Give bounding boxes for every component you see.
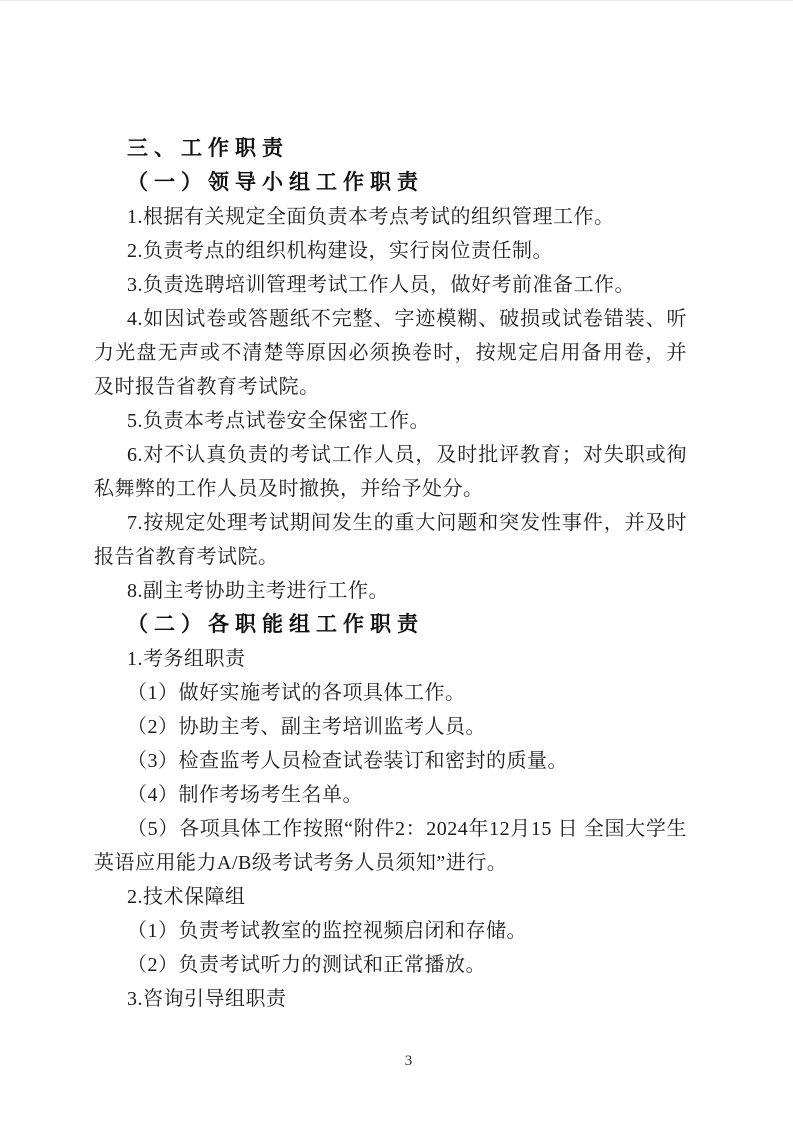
paragraph-tech-support-sub-1: （1）负责考试教室的监控视频启闭和存储。	[127, 920, 527, 942]
paragraph-guidance-group: 3.咨询引导组职责	[127, 988, 287, 1010]
subsection-heading-leading-group: （一）领导小组工作职责	[127, 171, 424, 194]
paragraph-exam-affairs-sub-1: （1）做好实施考试的各项具体工作。	[127, 682, 466, 704]
paragraph-item-2: 2.负责考点的组织机构建设，实行岗位责任制。	[127, 240, 553, 262]
section-heading-duties: 三、工作职责	[127, 137, 289, 160]
paragraph-tech-support-sub-2: （2）负责考试听力的测试和正常播放。	[127, 954, 486, 976]
paragraph-item-3: 3.负责选聘培训管理考试工作人员，做好考前准备工作。	[127, 274, 635, 296]
paragraph-exam-affairs-sub-3: （3）检查监考人员检查试卷装订和密封的质量。	[127, 750, 568, 772]
page-number: 3	[404, 1053, 413, 1069]
paragraph-item-8: 8.副主考协助主考进行工作。	[127, 580, 389, 602]
paragraph-item-1: 1.根据有关规定全面负责本考点考试的组织管理工作。	[127, 206, 615, 228]
paragraph-item-6: 6.对不认真负责的考试工作人员，及时批评教育；对失职或徇私舞弊的工作人员及时撤换，并给予处分。	[94, 444, 687, 500]
paragraph-exam-affairs-sub-2: （2）协助主考、副主考培训监考人员。	[127, 716, 486, 738]
paragraph-exam-affairs-group: 1.考务组职责	[127, 648, 246, 670]
subsection-heading-functional-groups: （二）各职能组工作职责	[127, 613, 424, 636]
document-content	[0, 1, 793, 1016]
paragraph-item-5: 5.负责本考点试卷安全保密工作。	[127, 410, 430, 432]
paragraph-tech-support-group: 2.技术保障组	[127, 886, 246, 908]
paragraph-exam-affairs-sub-5: （5）各项具体工作按照“附件2：2024年12月15 日 全国大学生英语应用能力A/B级考试考务人员须知”进行。	[94, 818, 687, 874]
paragraph-item-7: 7.按规定处理考试期间发生的重大问题和突发性事件，并及时报告省教育考试院。	[94, 512, 687, 568]
paragraph-item-4: 4.如因试卷或答题纸不完整、字迹模糊、破损或试卷错装、听力光盘无声或不清楚等原因必须换卷时，按规定启用备用卷，并及时报告省教育考试院。	[94, 308, 687, 398]
paragraph-exam-affairs-sub-4: （4）制作考场考生名单。	[127, 784, 363, 806]
page-footer	[0, 1051, 793, 1071]
